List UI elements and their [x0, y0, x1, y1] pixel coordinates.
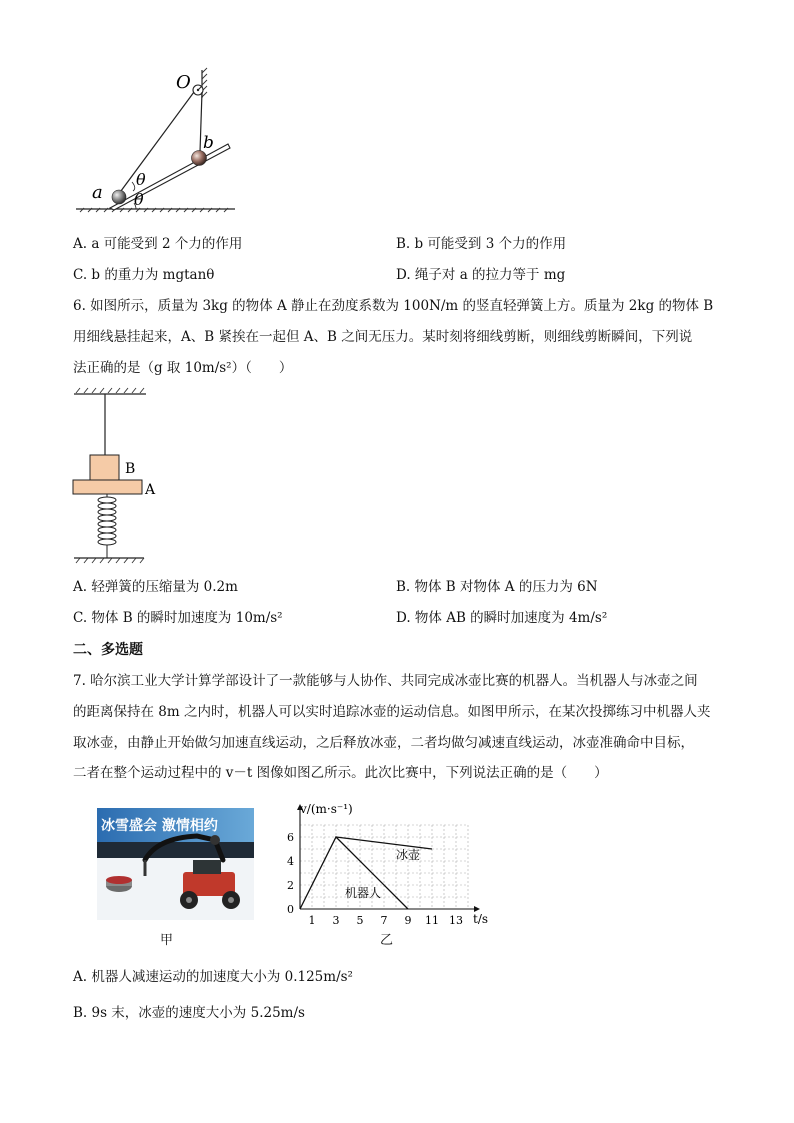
y-tick-label: 2 — [287, 879, 294, 892]
block-a — [73, 480, 142, 494]
label-theta-1: θ — [136, 170, 146, 189]
q6-option-d[interactable]: D. 物体 AB 的瞬时加速度为 4m/s² — [396, 610, 608, 626]
q6-stem-line-3: 法正确的是（g 取 10m/s²）（ ） — [73, 360, 293, 376]
x-tick-label: 9 — [404, 914, 412, 927]
label-A: A — [145, 482, 156, 498]
q5-figure — [70, 60, 240, 220]
x-tick-label: 7 — [380, 914, 388, 927]
label-B: B — [125, 461, 136, 477]
q6-stem-line-1: 6. 如图所示，质量为 3kg 的物体 A 静止在劲度系数为 100N/m 的竖直轻弹簧上方。质量为 2kg 的物体 B — [73, 298, 714, 314]
y-tick-label: 6 — [287, 831, 294, 844]
section-title-multi-choice: 二、多选题 — [73, 642, 143, 658]
q6-option-a[interactable]: A. 轻弹簧的压缩量为 0.2m — [73, 579, 238, 595]
q5-option-a[interactable]: A. a 可能受到 2 个力的作用 — [73, 236, 243, 252]
q5-option-c[interactable]: C. b 的重力为 mgtanθ — [73, 267, 215, 283]
q7-stem-line-2: 的距离保持在 8m 之内时，机器人可以实时追踪冰壶的运动信息。如图甲所示，在某次投掷练习中机器人夹 — [73, 704, 711, 720]
label-theta-2: θ — [134, 190, 144, 209]
x-tick-label: 3 — [332, 914, 340, 927]
series-label-robot: 机器人 — [345, 886, 382, 900]
q7-option-a[interactable]: A. 机器人减速运动的加速度大小为 0.125m/s² — [73, 969, 353, 985]
label-a: a — [92, 182, 103, 203]
photo-banner-text: 冰雪盛会 激情相约 — [101, 818, 218, 834]
x-tick-label: 11 — [425, 914, 439, 927]
q6-option-b[interactable]: B. 物体 B 对物体 A 的压力为 6N — [396, 579, 598, 595]
q6-stem-line-2: 用细线悬挂起来，A、B 紧挨在一起但 A、B 之间无压力。某时刻将细线剪断，则细线剪断瞬间，下列说 — [73, 329, 693, 345]
photo-caption: 甲 — [160, 933, 174, 948]
label-O: O — [176, 72, 191, 93]
series-label-curling: 冰壶 — [396, 848, 421, 862]
q6-figure — [70, 384, 170, 569]
graph-caption: 乙 — [380, 933, 394, 948]
label-b: b — [203, 133, 214, 153]
y-tick-label: 4 — [287, 855, 294, 868]
q6-option-c[interactable]: C. 物体 B 的瞬时加速度为 10m/s² — [73, 610, 283, 626]
q7-stem-line-4: 二者在整个运动过程中的 v－t 图像如图乙所示。此次比赛中，下列说法正确的是（ ） — [73, 765, 608, 781]
chart-xlabel: t/s — [473, 912, 489, 926]
robot-photo-illustration — [97, 808, 254, 920]
block-b — [90, 455, 119, 480]
q5-option-d[interactable]: D. 绳子对 a 的拉力等于 mg — [396, 267, 566, 283]
q7-stem-line-1: 7. 哈尔滨工业大学计算学部设计了一款能够与人协作、共同完成冰壶比赛的机器人。当机器人与冰壶之间 — [73, 673, 698, 689]
y-tick-label: 0 — [287, 903, 294, 916]
vt-chart — [276, 796, 506, 946]
x-tick-label: 13 — [449, 914, 463, 927]
x-tick-label: 1 — [308, 914, 316, 927]
robot-photo — [97, 808, 254, 920]
q5-option-b[interactable]: B. b 可能受到 3 个力的作用 — [396, 236, 567, 252]
chart-ylabel: v/(m·s⁻¹) — [300, 802, 353, 816]
ball-a — [112, 190, 126, 204]
x-tick-label: 5 — [356, 914, 364, 927]
q7-stem-line-3: 取冰壶，由静止开始做匀加速直线运动，之后释放冰壶，二者均做匀减速直线运动，冰壶准确命中目标， — [73, 735, 694, 751]
q7-option-b[interactable]: B. 9s 末，冰壶的速度大小为 5.25m/s — [73, 1005, 305, 1021]
